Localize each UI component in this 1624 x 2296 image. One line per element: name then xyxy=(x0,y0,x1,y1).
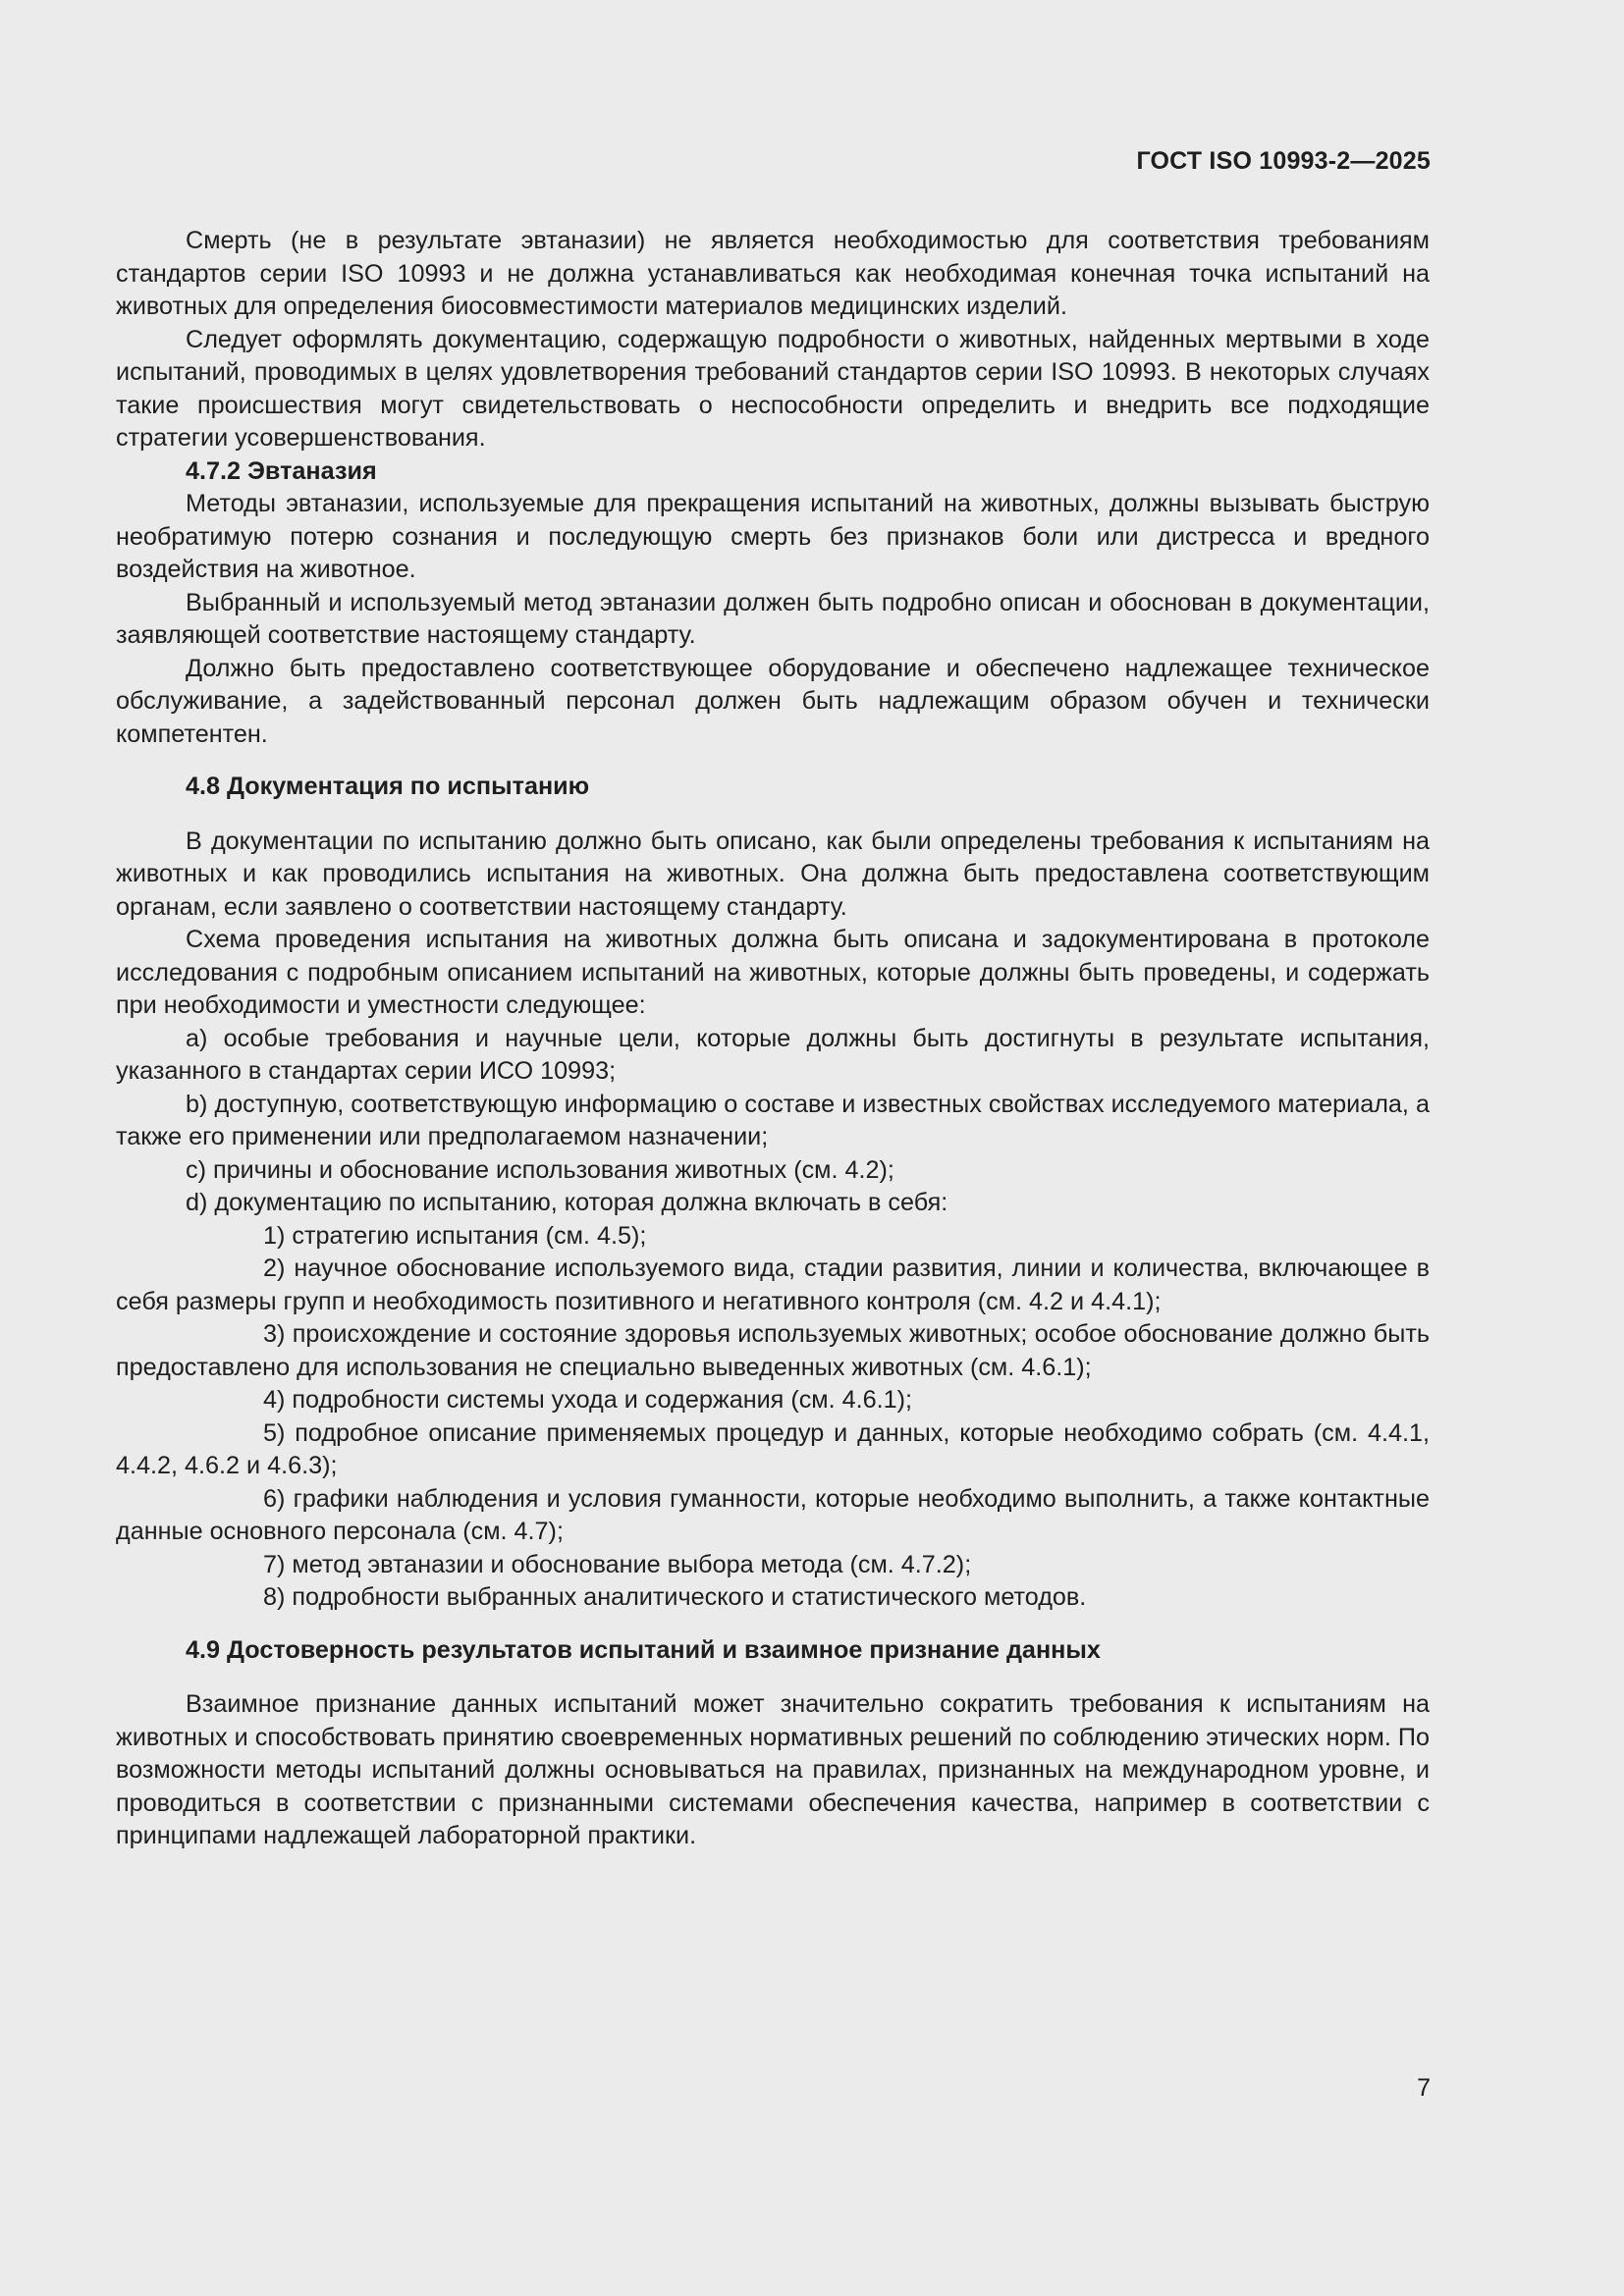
paragraph: Взаимное признание данных испытаний может значительно сократить требования к испытаниям на животных и способствовать принятию своевременных нормативных решений по соблюдению этических норм. По возможности методы испытаний должны основываться на правилах, признанных на международном уровне, и проводиться в соответствии с признанными системами обеспечения качества, например в соответствии с принципами надлежащей лабораторной практики. xyxy=(116,1690,1430,1849)
sub-list-item: 8) подробности выбранных аналитического и статистического методов. xyxy=(263,1583,1087,1611)
sub-list-item: 6) графики наблюдения и условия гуманности, которые необходимо выполнить, а также контактные данные основного персонала (см. 4.7); xyxy=(116,1484,1430,1545)
sub-list-item: 5) подробное описание применяемых процедур и данных, которые необходимо собрать (см. 4.4.1, 4.4.2, 4.6.2 и 4.6.3); xyxy=(116,1418,1430,1479)
sub-list-item: 2) научное обоснование используемого вида, стадии развития, линии и количества, включающее в себя размеры групп и необходимость позитивного и негативного контроля (см. 4.2 и 4.4.1); xyxy=(116,1255,1430,1315)
document-body xyxy=(116,225,1430,1853)
list-item: d) документацию по испытанию, которая должна включать в себя: xyxy=(186,1189,948,1216)
paragraph: Схема проведения испытания на животных должна быть описана и задокументирована в протоколе исследования с подробным описанием испытаний на животных, которые должны быть проведены, и содержать при необходимости и уместности следующее: xyxy=(116,926,1430,1019)
paragraph: Следует оформлять документацию, содержащую подробности о животных, найденных мертвыми в ходе испытаний, проводимых в целях удовлетворения требований стандартов серии ISO 10993. В некоторых случаях такие происшествия могут свидетельствовать о неспособности определить и внедрить все подходящие стратегии усовершенствования. xyxy=(116,325,1430,452)
section-heading-4-9: 4.9 Достоверность результатов испытаний и взаимное признание данных xyxy=(186,1635,1101,1664)
paragraph: В документации по испытанию должно быть описано, как были определены требования к испытаниям на животных и как проводились испытания на животных. Она должна быть предоставлена соответствующим органам, если заявлено о соответствии настоящему стандарту. xyxy=(116,827,1430,921)
paragraph: Должно быть предоставлено соответствующее оборудование и обеспечено надлежащее техническое обслуживание, а задействованный персонал должен быть надлежащим образом обучен и технически компетентен. xyxy=(116,654,1430,748)
sub-list-item: 7) метод эвтаназии и обоснование выбора метода (см. 4.7.2); xyxy=(263,1550,972,1578)
paragraph: Смерть (не в результате эвтаназии) не является необходимостью для соответствия требованиям стандартов серии ISO 10993 и не должна устанавливаться как необходимая конечная точка испытаний на животных для определения биосовместимости материалов медицинских изделий. xyxy=(116,227,1430,320)
sub-list-item: 1) стратегию испытания (см. 4.5); xyxy=(263,1221,647,1250)
sub-list-item: 4) подробности системы ухода и содержания (см. 4.6.1); xyxy=(263,1386,913,1414)
list-item: c) причины и обоснование использования животных (см. 4.2); xyxy=(186,1155,894,1184)
section-heading-4-8: 4.8 Документация по испытанию xyxy=(186,773,590,800)
paragraph: Методы эвтаназии, используемые для прекращения испытаний на животных, должны вызывать быструю необратимую потерю сознания и последующую смерть без признаков боли или дистресса и вредного воздействия на животное. xyxy=(116,490,1430,583)
sub-list-item: 3) происхождение и состояние здоровья используемых животных; особое обоснование должно быть предоставлено для использования не специально выведенных животных (см. 4.6.1); xyxy=(116,1320,1430,1381)
list-item: b) доступную, соответствующую информацию о составе и известных свойствах исследуемого материала, а также его применении или предполагаемом назначении; xyxy=(116,1090,1430,1150)
page-number: 7 xyxy=(1417,2074,1431,2102)
paragraph: Выбранный и используемый метод эвтаназии должен быть подробно описан и обоснован в документации, заявляющей соответствие настоящему стандарту. xyxy=(116,588,1430,649)
subsection-heading-4-7-2: 4.7.2 Эвтаназия xyxy=(186,456,377,485)
document-header-standard: ГОСТ ISO 10993-2—2025 xyxy=(1136,147,1431,175)
list-item: a) особые требования и научные цели, которые должны быть достигнуты в результате испытания, указанного в стандартах серии ИСО 10993; xyxy=(116,1024,1430,1085)
